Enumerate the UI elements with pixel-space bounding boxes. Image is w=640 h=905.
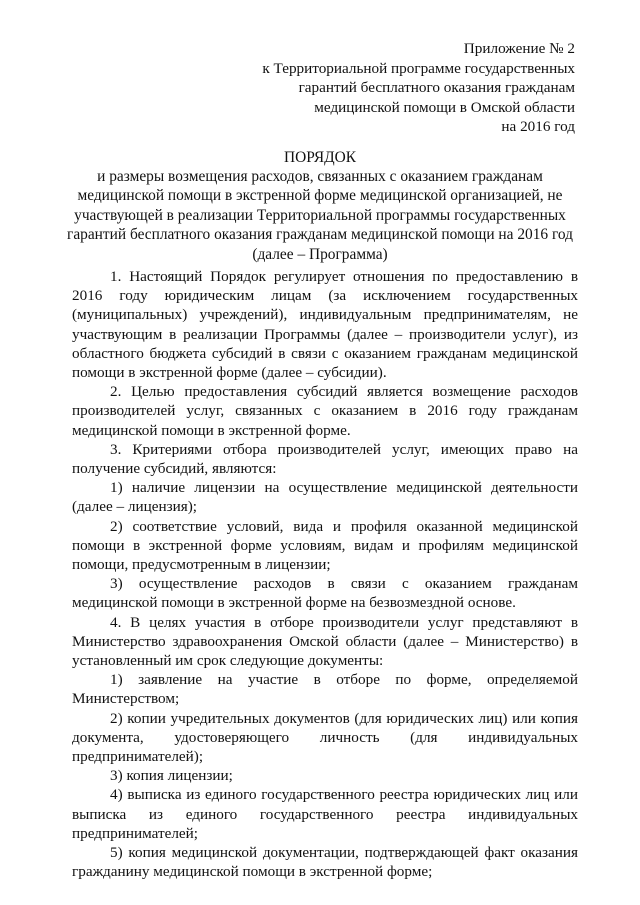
text-line: 1) заявление на участие в отборе по форме, определяемой (110, 671, 578, 689)
subtitle-line: и размеры возмещения расходов, связанных с оказанием гражданам (97, 168, 543, 185)
text-line: 2) соответствие условий, вида и профиля оказанной медицинской (110, 517, 578, 535)
text-line: 2016 году юридическим лицам (за исключением государственных (72, 287, 578, 305)
appendix-line: Приложение № 2 (463, 40, 575, 57)
appendix-line: гарантий бесплатного оказания гражданам (298, 79, 575, 96)
text-line: 1) наличие лицензии на осуществление медицинской деятельности (110, 479, 578, 497)
text-line: предпринимателей; (72, 824, 198, 842)
subtitle-line: (далее – Программа) (252, 245, 388, 263)
text-line: Министерство здравоохранения Омской области (далее – Министерство) в (72, 632, 578, 650)
text-line: помощи в экстренной форме (далее – субсидии). (72, 364, 387, 382)
text-line: (муниципальных) учреждений), индивидуальным предпринимателям, не (72, 306, 578, 324)
text-line: 4. В целях участия в отборе производители услуг представляют в (110, 613, 578, 631)
text-line: 3. Критериями отбора производителей услуг, имеющих право на (110, 440, 578, 458)
text-line: 1. Настоящий Порядок регулирует отношения по предоставлению в (110, 268, 578, 285)
text-line: помощи в экстренной форме условиям, видам и профилям медицинской (72, 536, 578, 554)
text-line: документа, удостоверяющего личность (для индивидуальных (72, 728, 578, 746)
paragraph-3-item-3 (72, 574, 578, 612)
text-line: 3) копия лицензии; (110, 767, 233, 785)
text-line: предпринимателей); (72, 748, 204, 766)
paragraph-3-item-1 (72, 478, 578, 516)
paragraph-4-item-4 (72, 785, 578, 843)
text-line: получение субсидий, являются: (72, 460, 277, 478)
text-line: медицинской помощи в экстренной форме. (72, 421, 351, 439)
text-line: 2) копии учредительных документов (для юридических лиц) или копия (110, 709, 578, 727)
text-line: медицинской помощи в экстренной форме на безвозмездной основе. (72, 594, 516, 612)
paragraph-4-item-3 (72, 766, 578, 785)
text-line: установленный им срок следующие документы: (72, 652, 384, 670)
paragraph-2 (72, 382, 578, 440)
appendix-line: к Территориальной программе государственных (262, 59, 575, 77)
text-line: Министерством; (72, 690, 180, 708)
paragraph-1 (72, 267, 578, 382)
appendix-line: на 2016 год (501, 118, 575, 135)
text-line: (далее – лицензия); (72, 498, 198, 516)
paragraph-4 (72, 613, 578, 671)
paragraph-4-item-5 (72, 843, 578, 881)
text-line: 2. Целью предоставления субсидий является возмещение расходов (110, 383, 578, 401)
document-title: ПОРЯДОК (284, 149, 356, 166)
subtitle-line: гарантий бесплатного оказания гражданам медицинской помощи на 2016 год (67, 226, 573, 244)
text-line: гражданину медицинской помощи в экстренной форме; (72, 863, 433, 881)
text-line: участвующим в реализации Программы (далее – производители услуг), из (72, 325, 578, 343)
text-line: 5) копия медицинской документации, подтверждающей факт оказания (110, 844, 578, 862)
subtitle-line: участвующей в реализации Территориальной программы государственных (74, 206, 566, 224)
paragraph-4-item-2 (72, 709, 578, 767)
document-subtitle (50, 167, 590, 264)
text-line: 4) выписка из единого государственного реестра юридических лиц или (110, 786, 578, 804)
text-line: выписка из единого государственного реестра индивидуальных (72, 805, 578, 823)
text-line: производителей услуг, связанных с оказанием в 2016 году гражданам (72, 402, 578, 420)
text-line: областного бюджета субсидий в связи с оказанием гражданам медицинской (72, 344, 578, 362)
paragraph-3 (72, 440, 578, 478)
text-line: помощи, предусмотренным в лицензии; (72, 556, 331, 574)
text-line: 3) осуществление расходов в связи с оказанием гражданам (110, 575, 578, 593)
paragraph-3-item-2 (72, 517, 578, 575)
appendix-line: медицинской помощи в Омской области (314, 98, 575, 116)
appendix-header (250, 39, 575, 137)
subtitle-line: медицинской помощи в экстренной форме медицинской организацией, не (77, 187, 563, 205)
document-body (72, 267, 578, 882)
paragraph-4-item-1 (72, 670, 578, 708)
